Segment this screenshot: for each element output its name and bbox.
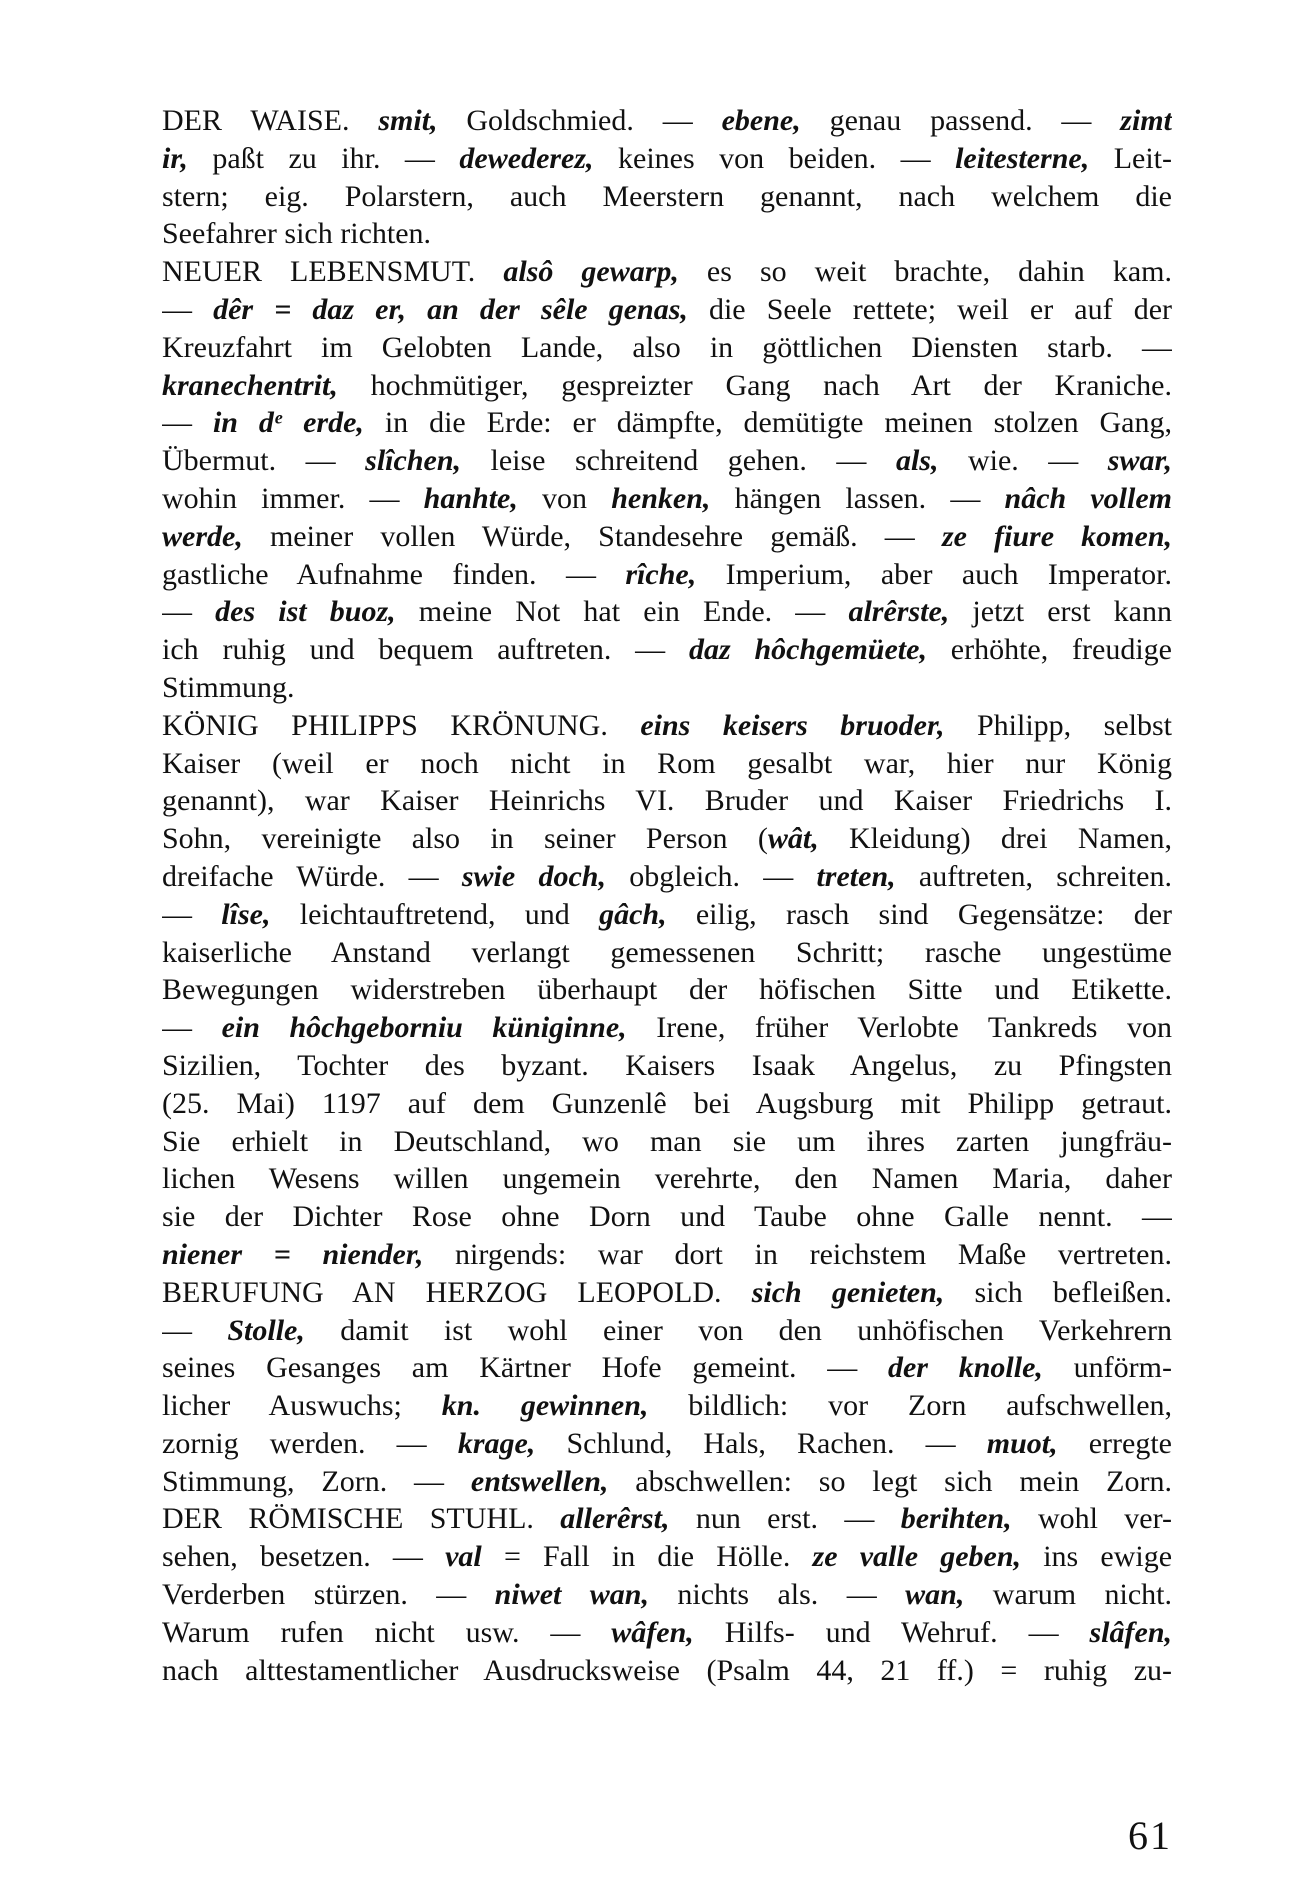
text-line — [162, 707, 1172, 745]
gloss-text: nichts als. — — [648, 1578, 906, 1612]
glossed-term: kranechentrit, — [162, 368, 338, 402]
gloss-text: in die Erde: er dämpfte, demütigte meinen stolzen Gang, — [363, 406, 1172, 440]
gloss-text: Kleidung) drei Namen, — [818, 822, 1172, 856]
gloss-text: auftreten, schreiten. — [895, 859, 1172, 893]
gloss-text: Hilfs- und Wehruf. — — [693, 1615, 1090, 1649]
glossed-term: ebene, — [721, 104, 801, 137]
glossed-term: niwet wan, — [494, 1578, 649, 1612]
glossed-term: entswellen, — [470, 1464, 609, 1498]
text-line — [162, 367, 1172, 405]
glossed-term: hanhte, — [423, 481, 518, 515]
gloss-text: DER WAISE. — [162, 104, 379, 137]
text-line — [162, 1652, 1172, 1690]
gloss-text: damit ist wohl einer von den unhöfischen Verkehrern — [304, 1313, 1172, 1347]
gloss-text: nirgends: war dort in reichstem Maße vertreten. — [423, 1237, 1172, 1271]
gloss-text: jetzt erst kann — [949, 595, 1172, 629]
text-line — [162, 1387, 1172, 1425]
gloss-text: genannt), war Kaiser Heinrichs VI. Bruder und Kaiser Friedrichs I. — [162, 784, 1172, 818]
text-line — [162, 971, 1172, 1009]
gloss-text: wohl ver- — [1011, 1502, 1172, 1536]
gloss-text: ins ewige — [1021, 1540, 1172, 1574]
gloss-text: Kreuzfahrt im Gelobten Lande, also in göttlichen Diensten starb. — — [162, 330, 1172, 364]
glossed-term: slîchen, — [365, 444, 462, 478]
gloss-text: Sohn, vereinigte also in seiner Person ( — [162, 822, 768, 856]
gloss-text: abschwellen: so legt sich mein Zorn. — [608, 1464, 1172, 1498]
text-line — [162, 593, 1172, 631]
text-line — [162, 1538, 1172, 1576]
gloss-text: genau passend. — — [800, 104, 1121, 137]
text-line — [162, 745, 1172, 783]
gloss-text: Philipp, selbst — [944, 708, 1172, 742]
gloss-text: Warum rufen nicht usw. — — [162, 1615, 612, 1649]
gloss-text: BERUFUNG AN HERZOG LEOPOLD. — [162, 1275, 752, 1309]
gloss-text: — — [162, 595, 216, 629]
gloss-text: NEUER LEBENSMUT. — [162, 255, 504, 289]
gloss-text: leichtauftretend, und — [270, 897, 600, 931]
gloss-text: nun erst. — — [669, 1502, 901, 1536]
text-line — [162, 1274, 1172, 1312]
glossed-term: ir, — [162, 141, 188, 175]
glossed-term: nâch vollem — [1004, 481, 1172, 515]
text-line — [162, 1047, 1172, 1085]
page-number: 61 — [1128, 1813, 1172, 1858]
gloss-text: (25. Mai) 1197 auf dem Gunzenlê bei Augsburg mit Philipp getraut. — [162, 1086, 1172, 1120]
glossed-term: smit, — [378, 104, 438, 137]
glossed-term: henken, — [611, 481, 711, 515]
glossed-term: lîse, — [221, 897, 271, 931]
glossed-term: eins keisers bruoder, — [640, 708, 945, 742]
gloss-text: paßt zu ihr. — — [187, 141, 460, 175]
gloss-text: seines Gesanges am Kärtner Hofe gemeint. — — [162, 1351, 888, 1385]
gloss-text: Kaiser (weil er noch nicht in Rom gesalbt war, hier nur König — [162, 746, 1172, 780]
gloss-text: stern; eig. Polarstern, auch Meerstern genannt, nach welchem die — [162, 179, 1172, 213]
text-line — [162, 480, 1172, 518]
gloss-text: Irene, früher Verlobte Tankreds von — [626, 1011, 1172, 1045]
gloss-text: Schlund, Hals, Rachen. — — [535, 1426, 987, 1460]
glossed-term: treten, — [816, 859, 896, 893]
glossed-term: muot, — [986, 1426, 1058, 1460]
gloss-text: Stimmung. — [162, 670, 295, 704]
text-line — [162, 102, 1172, 140]
gloss-text: Sie erhielt in Deutschland, wo man sie um ihres zarten jungfräu- — [162, 1124, 1172, 1158]
text-line — [162, 934, 1172, 972]
gloss-text: — — [162, 897, 222, 931]
gloss-text: meine Not hat ein Ende. — — [395, 595, 849, 629]
gloss-text: obgleich. — — [605, 859, 817, 893]
glossed-term: krage, — [457, 1426, 536, 1460]
text-line — [162, 215, 1172, 253]
gloss-text: KÖNIG PHILIPPS KRÖNUNG. — [162, 708, 641, 742]
glossed-term: ze fiure komen, — [941, 519, 1172, 553]
glossed-term: zimt — [1120, 104, 1172, 137]
gloss-text: warum nicht. — [964, 1578, 1172, 1612]
gloss-text: unförm- — [1042, 1351, 1172, 1385]
text-line — [162, 178, 1172, 216]
gloss-text: Leit- — [1089, 141, 1172, 175]
glossed-term: Stolle, — [227, 1313, 305, 1347]
text-line — [162, 291, 1172, 329]
text-line — [162, 896, 1172, 934]
gloss-text: Stimmung, Zorn. — — [162, 1464, 471, 1498]
glossed-term: des ist buoz, — [215, 595, 396, 629]
text-line — [162, 1425, 1172, 1463]
gloss-text: Seefahrer sich richten. — [162, 217, 432, 251]
text-line — [162, 1576, 1172, 1614]
glossed-term: allerêrst, — [560, 1502, 670, 1536]
text-line — [162, 140, 1172, 178]
gloss-text: dreifache Würde. — — [162, 859, 462, 893]
gloss-text: wie. — — [938, 444, 1108, 478]
glossed-term: swie doch, — [461, 859, 606, 893]
gloss-text: licher Auswuchs; — [162, 1389, 442, 1423]
glossed-term: dewederez, — [459, 141, 594, 175]
gloss-text: Sizilien, Tochter des byzant. Kaisers Isaak Angelus, zu Pfingsten — [162, 1048, 1172, 1082]
glossed-term: in dᵉ erde, — [212, 406, 364, 440]
glossed-term: wâfen, — [611, 1615, 694, 1649]
gloss-text: sie der Dichter Rose ohne Dorn und Taube ohne Galle nennt. — — [162, 1200, 1172, 1234]
text-line — [162, 1198, 1172, 1236]
glossed-term: leitesterne, — [955, 141, 1090, 175]
text-line — [162, 1312, 1172, 1350]
gloss-text: sehen, besetzen. — — [162, 1540, 446, 1574]
text-line — [162, 1123, 1172, 1161]
glossed-term: ze valle geben, — [812, 1540, 1022, 1574]
glossed-term: daz hôchgemüete, — [688, 633, 927, 667]
gloss-text: — — [162, 1011, 222, 1045]
gloss-text: erregte — [1057, 1426, 1172, 1460]
glossary-text-block — [162, 102, 1172, 1689]
gloss-text: — — [162, 292, 214, 326]
gloss-text: es so weit brachte, dahin kam. — [678, 255, 1172, 289]
glossed-term: sich genieten, — [751, 1275, 945, 1309]
gloss-text: nach alttestamentlicher Ausdrucksweise (Psalm 44, 21 ff.) = ruhig zu- — [162, 1653, 1172, 1687]
gloss-text: von — [517, 481, 612, 515]
gloss-text: lichen Wesens willen ungemein verehrte, den Namen Maria, daher — [162, 1162, 1172, 1196]
glossed-term: swar, — [1107, 444, 1172, 478]
glossed-term: alrêrste, — [848, 595, 950, 629]
gloss-text: DER RÖMISCHE STUHL. — [162, 1502, 561, 1536]
text-line — [162, 518, 1172, 556]
text-line — [162, 1349, 1172, 1387]
gloss-text: erhöhte, freudige — [926, 633, 1172, 667]
glossed-term: als, — [895, 444, 939, 478]
gloss-text: bildlich: vor Zorn aufschwellen, — [648, 1389, 1172, 1423]
gloss-text: hängen lassen. — — [710, 481, 1005, 515]
glossed-term: alsô gewarp, — [503, 255, 679, 289]
text-line — [162, 1236, 1172, 1274]
gloss-text: zornig werden. — — [162, 1426, 458, 1460]
gloss-text: hochmütiger, gespreizter Gang nach Art der Kraniche. — [337, 368, 1172, 402]
glossed-term: der knolle, — [887, 1351, 1043, 1385]
text-line — [162, 329, 1172, 367]
gloss-text: meiner vollen Würde, Standesehre gemäß. — — [242, 519, 942, 553]
text-line — [162, 1085, 1172, 1123]
glossed-term: ein hôchgeborniu küniginne, — [221, 1011, 627, 1045]
gloss-text: eilig, rasch sind Gegensätze: der — [666, 897, 1172, 931]
gloss-text: wohin immer. — — [162, 481, 424, 515]
gloss-text: sich befleißen. — [944, 1275, 1172, 1309]
text-line — [162, 404, 1172, 442]
text-line — [162, 858, 1172, 896]
text-line — [162, 1160, 1172, 1198]
glossed-term: gâch, — [599, 897, 667, 931]
gloss-text: gastliche Aufnahme finden. — — [162, 557, 626, 591]
text-line — [162, 556, 1172, 594]
text-line — [162, 669, 1172, 707]
gloss-text: Goldschmied. — — [437, 104, 722, 137]
glossed-term: rîche, — [625, 557, 697, 591]
gloss-text: Imperium, aber auch Imperator. — [696, 557, 1172, 591]
gloss-text: ich ruhig und bequem auftreten. — — [162, 633, 689, 667]
gloss-text: — — [162, 1313, 228, 1347]
gloss-text: Bewegungen widerstreben überhaupt der höfischen Sitte und Etikette. — [162, 973, 1172, 1007]
text-line — [162, 631, 1172, 669]
gloss-text: keines von beiden. — — [593, 141, 956, 175]
glossed-term: wât, — [767, 822, 819, 856]
glossed-term: werde, — [162, 519, 243, 553]
gloss-text: leise schreitend gehen. — — [461, 444, 896, 478]
glossed-term: dêr = daz er, an der sêle genas, — [213, 292, 688, 326]
text-line — [162, 1463, 1172, 1501]
text-line — [162, 1614, 1172, 1652]
gloss-text: Übermut. — — [162, 444, 366, 478]
text-line — [162, 1500, 1172, 1538]
text-line — [162, 782, 1172, 820]
glossed-term: berihten, — [900, 1502, 1012, 1536]
gloss-text: die Seele rettete; weil er auf der — [687, 292, 1172, 326]
glossed-term: niener = niender, — [162, 1237, 424, 1271]
gloss-text: — — [162, 406, 213, 440]
text-line — [162, 442, 1172, 480]
glossed-term: wan, — [905, 1578, 965, 1612]
glossed-term: slâfen, — [1089, 1615, 1172, 1649]
text-line — [162, 253, 1172, 291]
glossed-term: val — [445, 1540, 482, 1574]
gloss-text: = Fall in die Hölle. — [481, 1540, 813, 1574]
gloss-text: Verderben stürzen. — — [162, 1578, 495, 1612]
text-line — [162, 820, 1172, 858]
glossed-term: kn. gewinnen, — [441, 1389, 649, 1423]
text-line — [162, 1009, 1172, 1047]
gloss-text: kaiserliche Anstand verlangt gemessenen Schritt; rasche ungestüme — [162, 935, 1172, 969]
